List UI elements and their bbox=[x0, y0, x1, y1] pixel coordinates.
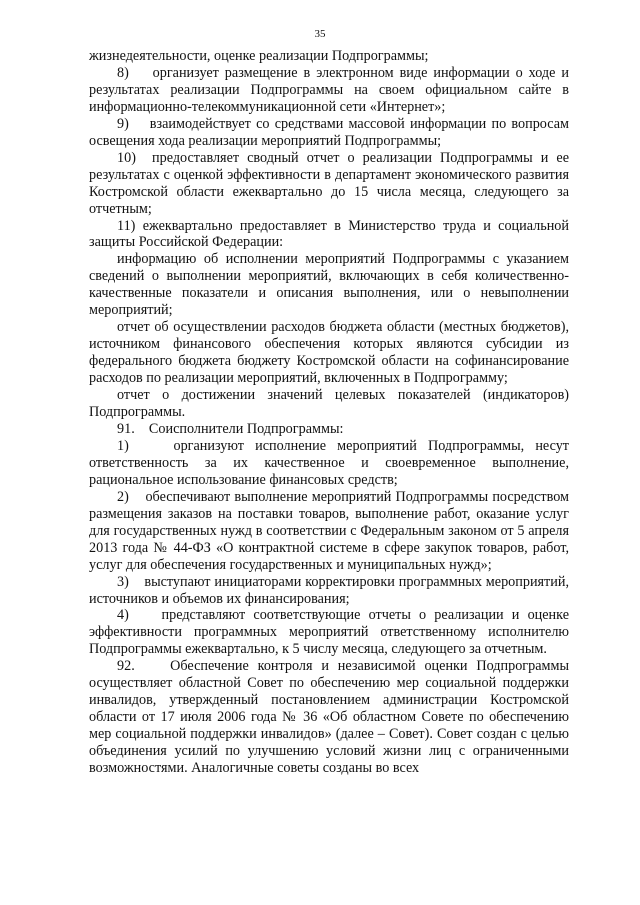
paragraph-91-item-2: 2) обеспечивают выполнение мероприятий Подпрограммы посредством размещения заказов на поставки товаров, выполнение работ, оказание услуг для государственных нужд в соответствии с Федеральным законом от 5 апреля 2013 года № 44-ФЗ «О контрактной системе в сфере закупок товаров, работ, услуг для обеспечения государственных и муниципальных нужд»; bbox=[89, 488, 569, 573]
paragraph-section-91: 91. Соисполнители Подпрограммы: bbox=[117, 420, 344, 437]
document-body bbox=[89, 48, 569, 777]
paragraph-continuation: жизнедеятельности, оценке реализации Подпрограммы; bbox=[89, 48, 429, 64]
paragraph-sub-expense-report: отчет об осуществлении расходов бюджета области (местных бюджетов), источником финансового обеспечения которых являются субсидии из федерального бюджета бюджету Костромской области на софинансирование расходов по реализации мероприятий, включенных в Подпрограмму; bbox=[89, 319, 569, 387]
paragraph-91-item-1: 1) организуют исполнение мероприятий Подпрограммы, несут ответственность за их качественное и своевременное выполнение, рациональное использование финансовых средств; bbox=[89, 437, 569, 488]
paragraph-item-11: 11) ежеквартально предоставляет в Министерство труда и социальной защиты Российской Федерации: bbox=[89, 217, 569, 251]
paragraph-sub-indicators-report: отчет о достижении значений целевых показателей (индикаторов) Подпрограммы. bbox=[89, 387, 569, 421]
paragraph-item-10: 10) предоставляет сводный отчет о реализации Подпрограммы и ее результатах с оценкой эффективности в департамент экономического развития Костромской области ежеквартально до 15 числа месяца, следующего за отчетным; bbox=[89, 149, 569, 217]
paragraph-item-8: 8) организует размещение в электронном виде информации о ходе и результатах реализации Подпрограммы на своем официальном сайте в информационно-телекоммуникационной сети «Интернет»; bbox=[89, 64, 569, 115]
paragraph-91-item-3: 3) выступают инициаторами корректировки программных мероприятий, источников и объемов их финансирования; bbox=[89, 573, 569, 607]
page-number: 35 bbox=[314, 28, 326, 40]
paragraph-item-9: 9) взаимодействует со средствами массовой информации по вопросам освещения хода реализации мероприятий Подпрограммы; bbox=[89, 115, 569, 149]
paragraph-sub-information: информацию об исполнении мероприятий Подпрограммы с указанием сведений о выполнении мероприятий, включающих в себя количественно-качественные показатели и описания выполнения, или о невыполнении мероприятий; bbox=[89, 251, 569, 319]
paragraph-91-item-4: 4) представляют соответствующие отчеты о реализации и оценке эффективности программных мероприятий ответственному исполнителю Подпрограммы ежеквартально, к 5 числу месяца, следующего за отчетным. bbox=[89, 607, 569, 658]
paragraph-section-92: 92. Обеспечение контроля и независимой оценки Подпрограммы осуществляет областной Совет по обеспечению мер социальной поддержки инвалидов, утвержденный постановлением администрации Костромской области от 17 июля 2006 года № 36 «Об областном Совете по обеспечению мер социальной поддержки инвалидов» (далее – Совет). Совет создан с целью объединения усилий по улучшению условий жизни лиц с ограниченными возможностями. Аналогичные советы созданы во всех bbox=[89, 658, 569, 777]
